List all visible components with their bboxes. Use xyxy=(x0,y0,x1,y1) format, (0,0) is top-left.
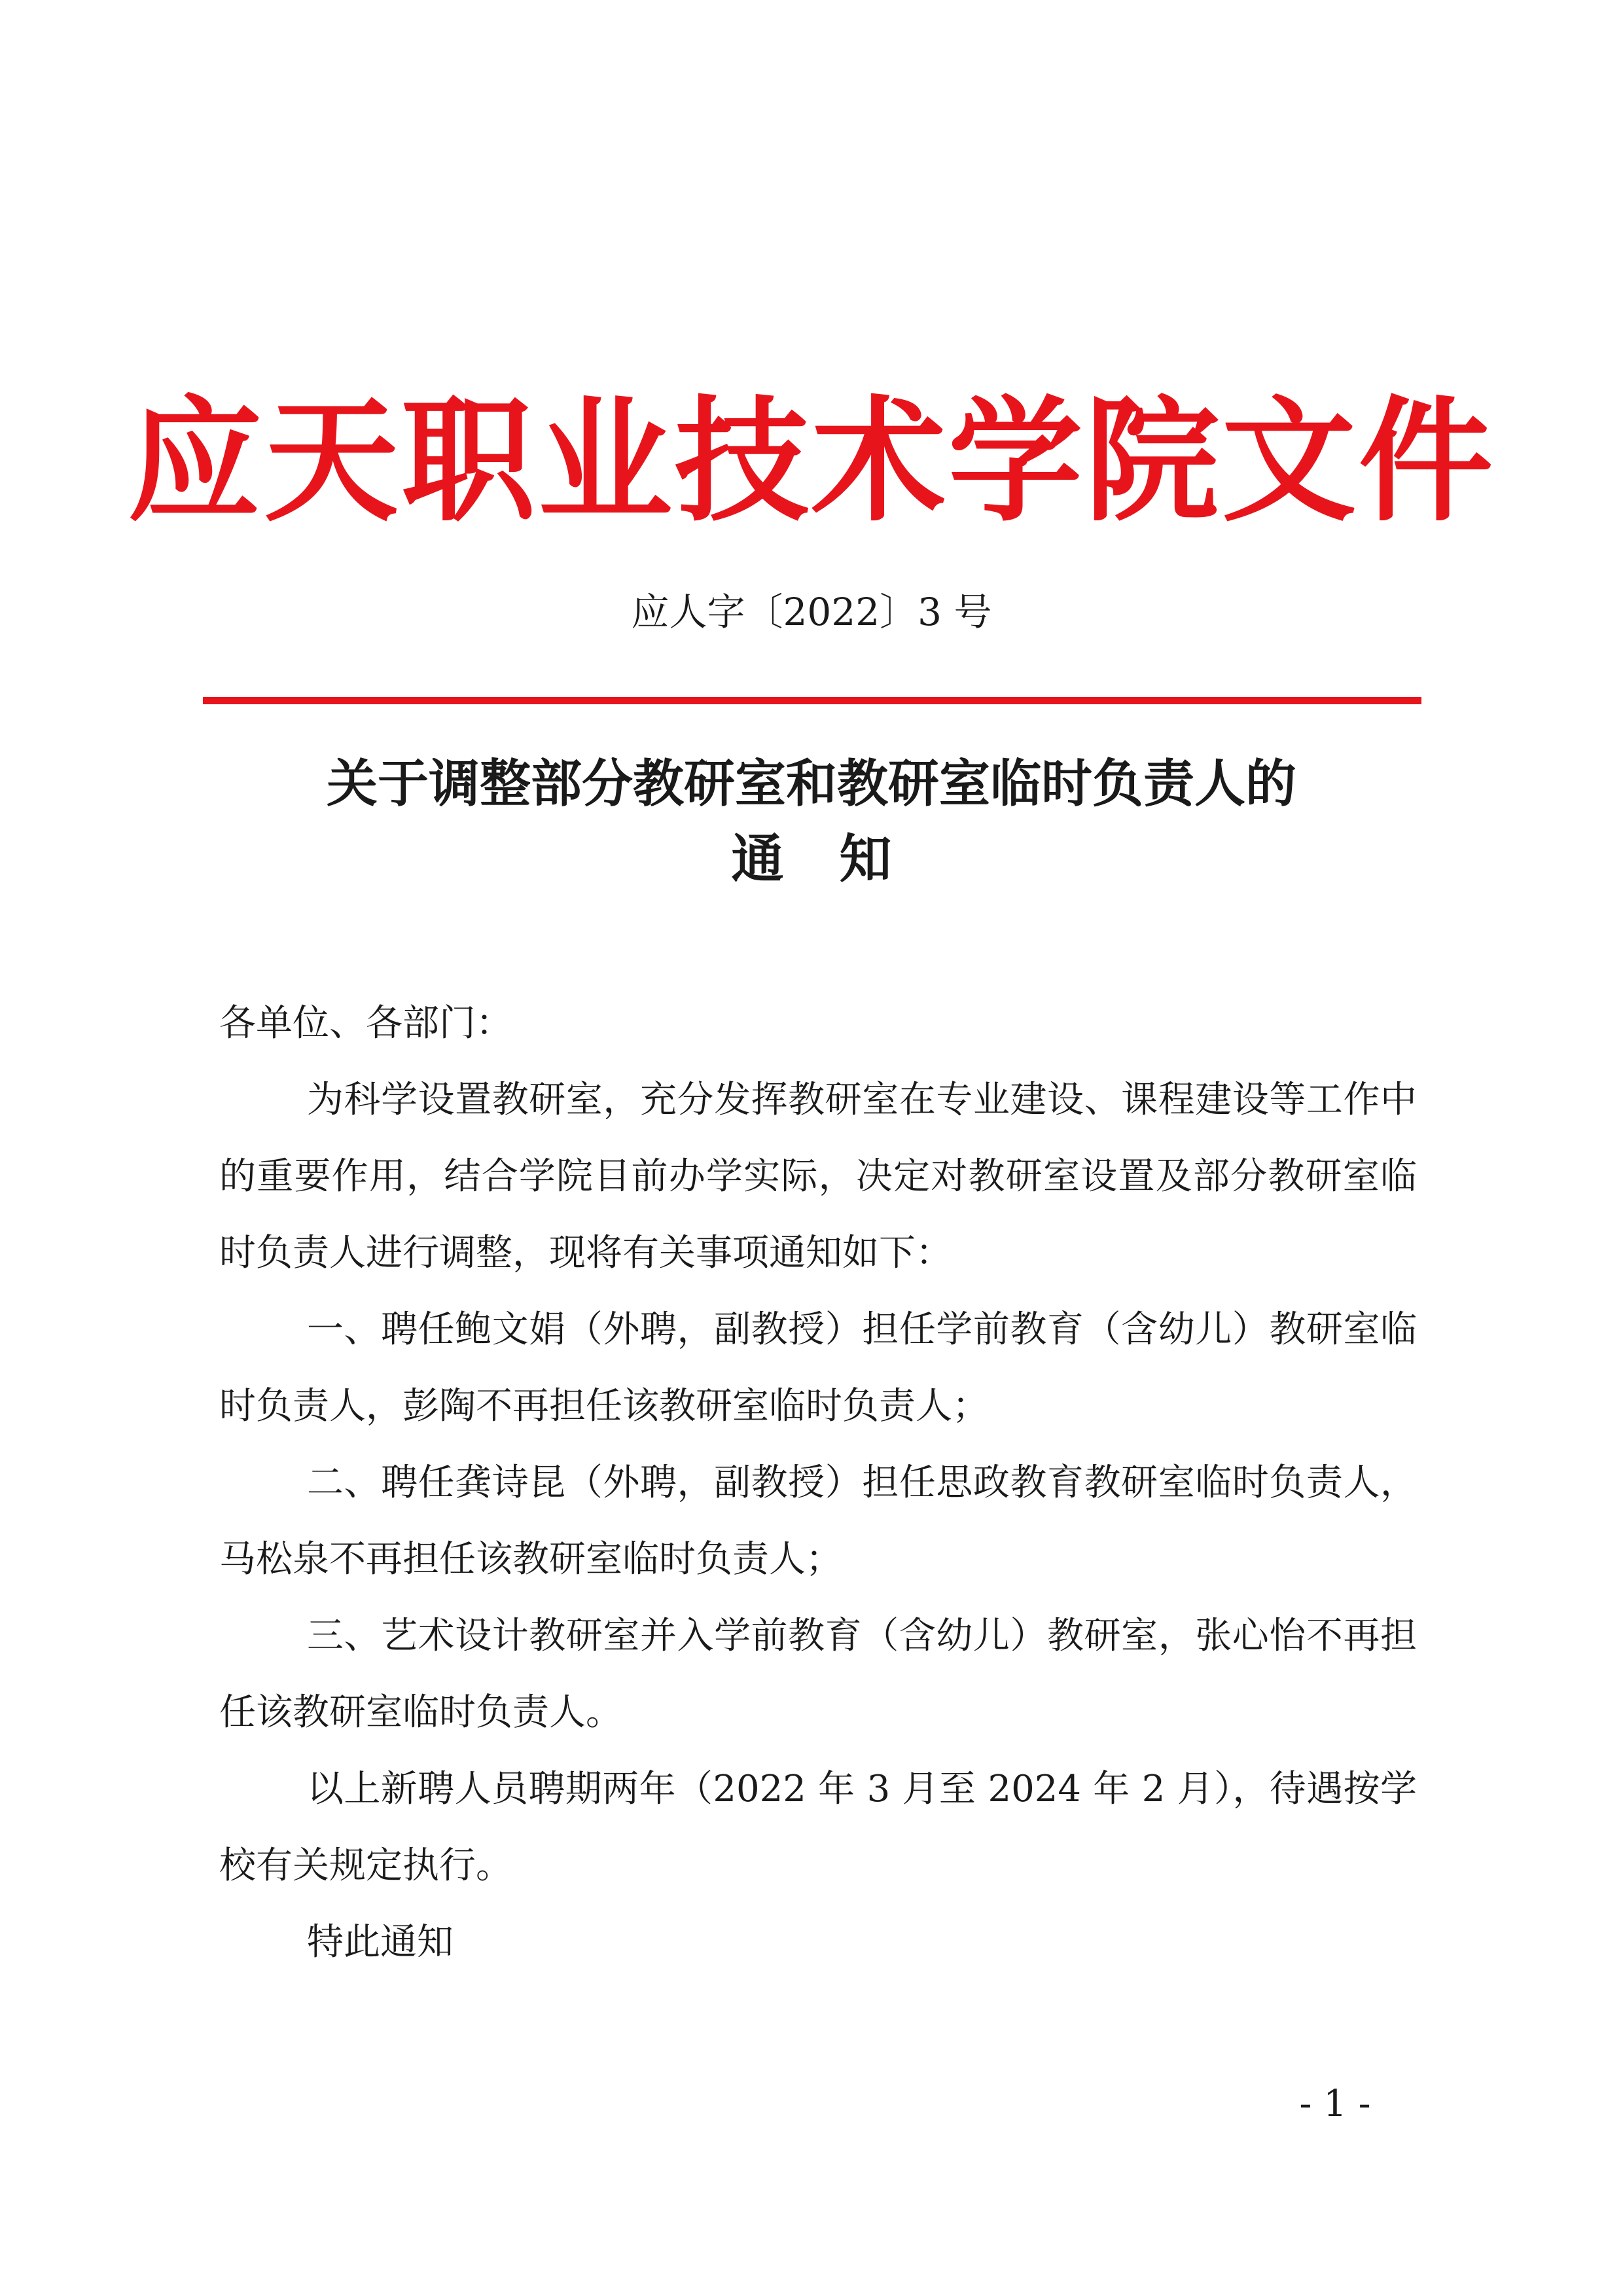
body-paragraph-term: 以上新聘人员聘期两年（2022 年 3 月至 2024 年 2 月），待遇按学校有关规定执行。 xyxy=(219,1768,1417,1887)
body-paragraph-item-2: 二、聘任龚诗昆（外聘，副教授）担任思政教育教研室临时负责人，马松泉不再担任该教研室临时负责人； xyxy=(219,1462,1417,1581)
page-number: - 1 - xyxy=(1299,2083,1371,2125)
body-paragraph-item-3: 三、艺术设计教研室并入学前教育（含幼儿）教研室，张心怡不再担任该教研室临时负责人。 xyxy=(219,1615,1417,1734)
body-paragraph-item-1: 一、聘任鲍文娟（外聘，副教授）担任学前教育（含幼儿）教研室临时负责人，彭陶不再担任该教研室临时负责人； xyxy=(219,1308,1417,1427)
body-paragraph-intro: 为科学设置教研室，充分发挥教研室在专业建设、课程建设等工作中的重要作用，结合学院目前办学实际，决定对教研室设置及部分教研室临时负责人进行调整，现将有关事项通知如下： xyxy=(219,1079,1417,1274)
notice-body xyxy=(219,985,1417,1981)
salutation: 各单位、各部门： xyxy=(219,1002,512,1045)
body-paragraph-closing: 特此通知 xyxy=(307,1921,454,1964)
notice-title-line-1: 关于调整部分教研室和教研室临时负责人的 xyxy=(326,754,1296,814)
red-divider-rule xyxy=(203,697,1421,704)
masthead-title: 应天职业技术学院文件 xyxy=(128,383,1495,540)
document-number: 应人字〔2022〕3 号 xyxy=(631,590,992,634)
notice-title-line-2: 通知 xyxy=(731,828,948,889)
